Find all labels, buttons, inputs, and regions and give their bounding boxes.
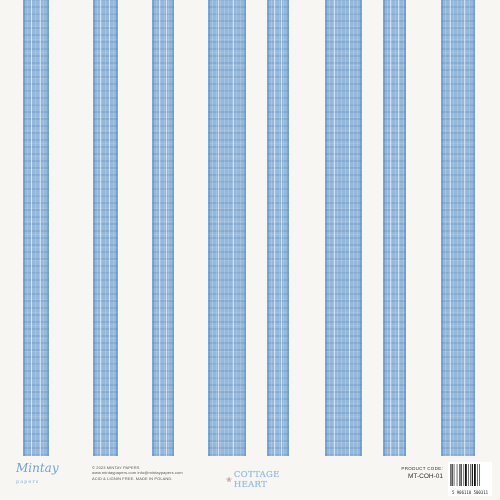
logo-text: Mintay [16,461,59,475]
paper-footer [0,456,500,500]
copyright-block [92,465,222,481]
barcode-icon [448,462,492,489]
blue-stripe [441,0,475,456]
blue-stripe [325,0,362,456]
product-code: MT-COH-01 [407,473,443,480]
logo-subtext: papers [16,479,40,485]
product-code-block [393,466,443,480]
website-line: www.mintaypapers.com info@mintaypapers.com [92,470,183,476]
barcode [448,462,492,496]
blue-stripe [152,0,174,456]
product-code-label: PRODUCT CODE: [401,466,443,471]
blue-stripe [208,0,246,456]
brand-logo [16,461,59,488]
heart-icon: ❀ [226,477,232,484]
blue-stripe [23,0,49,456]
copyright-line: © 2023 MINTAY PAPERS [92,465,140,470]
barcode-number: 5 906118 500311 [451,490,489,495]
collection-name: COTTAGE HEART [233,470,280,490]
blue-stripe [267,0,289,456]
blue-stripe [93,0,118,456]
collection-logo [226,471,310,489]
paper-info-line: ACID & LIGNIN FREE. MADE IN POLAND. [92,475,173,481]
blue-stripe [383,0,406,456]
